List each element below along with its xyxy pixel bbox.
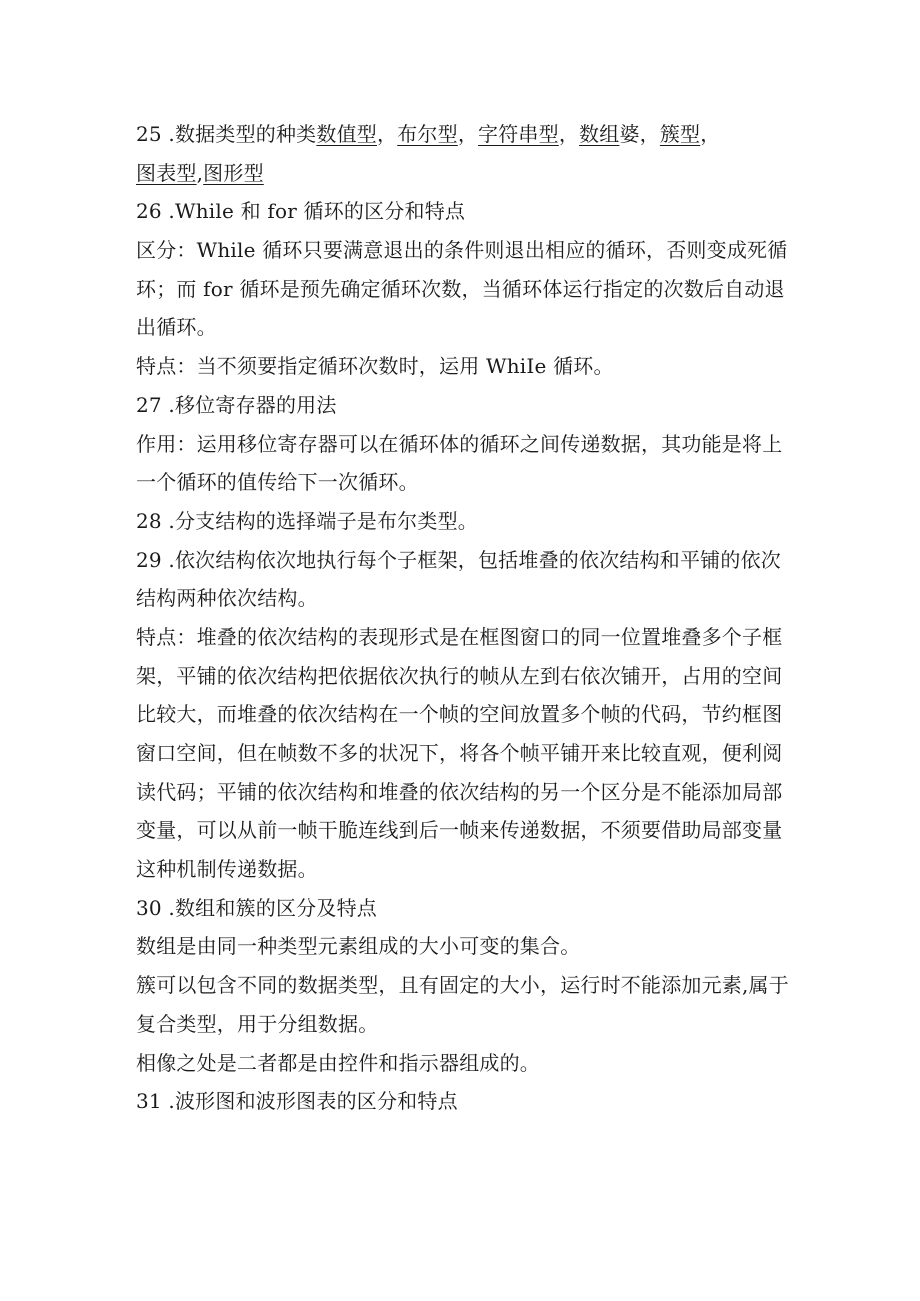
comma: ， <box>457 122 479 146</box>
type-boolean: 布尔型 <box>397 122 458 146</box>
item-26-feature: 特点：当不须要指定循环次数时，运用 WhiIe 循环。 <box>136 354 614 379</box>
item-30-cluster-line: 复合类型，用于分组数据。 <box>136 1011 379 1036</box>
item-25-separator: . <box>161 122 175 146</box>
item-25-line-1 <box>136 115 788 154</box>
item-30-array-line: 数组是由同一种类型元素组成的大小可变的集合。 <box>136 934 581 959</box>
comma: ， <box>639 122 660 146</box>
document-page <box>136 115 788 1121</box>
item-27-title: 27 .移位寄存器的用法 <box>136 392 337 417</box>
item-28-title: 28 .分支结构的选择端子是布尔类型。 <box>136 508 478 533</box>
item-30-common-line: 相像之处是二者都是由控件和指示器组成的。 <box>136 1050 540 1075</box>
item-25-line-2 <box>136 154 788 193</box>
item-30-title: 30 .数组和簇的区分及特点 <box>136 895 377 920</box>
type-numeric: 数值型 <box>316 122 377 146</box>
item-29-feature-line: 架，平铺的依次结构把依据依次执行的帧从左到右依次铺开，占用的空间 <box>136 663 783 688</box>
item-27-usage-line: 一个循环的值传给下一次循环。 <box>136 470 419 495</box>
item-26-diff-line: 出循环。 <box>136 315 217 340</box>
item-30-cluster-line: 簇可以包含不同的数据类型，且有固定的大小，运行时不能添加元素,属于 <box>136 973 789 998</box>
item-26-diff-line: 区分：While 循环只要满意退出的条件则退出相应的循环，否则变成死循 <box>136 238 788 263</box>
item-29-feature-line: 比较大，而堆叠的依次结构在一个帧的空间放置多个帧的代码，节约框图 <box>136 702 783 727</box>
type-graph: 图形型 <box>203 160 264 185</box>
item-31-title: 31 .波形图和波形图表的区分和特点 <box>136 1089 458 1114</box>
item-29-feature-line: 变量，可以从前一帧干脆连线到后一帧来传递数据，不须要借助局部变量 <box>136 818 783 843</box>
item-27-usage-line: 作用：运用移位寄存器可以在循环体的循环之间传递数据，其功能是将上 <box>136 431 783 456</box>
item-29-feature-line: 特点：堆叠的依次结构的表现形式是在框图窗口的同一位置堆叠多个子框 <box>136 624 783 649</box>
item-29-feature-line: 读代码；平铺的依次结构和堆叠的依次结构的另一个区分是不能添加局部 <box>136 779 783 804</box>
item-26-title: 26 .While 和 for 循环的区分和特点 <box>136 199 466 224</box>
type-array: 数组 <box>579 122 620 146</box>
item-29-title-line: 29 .依次结构依次地执行每个子框架，包括堆叠的依次结构和平铺的依次 <box>136 547 781 572</box>
item-25-intro: 数据类型的种类 <box>174 122 317 146</box>
type-array-suffix: 婆 <box>619 122 640 146</box>
comma: , <box>196 160 204 185</box>
item-29-title-line: 结构两种依次结构。 <box>136 586 318 611</box>
type-chart: 图表型 <box>136 160 197 185</box>
item-26-diff-line: 环；而 for 循环是预先确定循环次数，当循环体运行指定的次数后自动退 <box>136 276 785 301</box>
type-string: 字符串型 <box>478 122 559 146</box>
item-25-number: 25 <box>136 122 162 146</box>
type-cluster: 簇型 <box>659 122 701 146</box>
item-29-feature-line: 窗口空间，但在帧数不多的状况下，将各个帧平铺开来比较直观，便利阅 <box>136 741 783 765</box>
comma: ， <box>558 122 580 146</box>
item-29-feature-line: 这种机制传递数据。 <box>136 857 318 882</box>
comma: ， <box>377 122 398 146</box>
comma: ， <box>700 122 721 146</box>
